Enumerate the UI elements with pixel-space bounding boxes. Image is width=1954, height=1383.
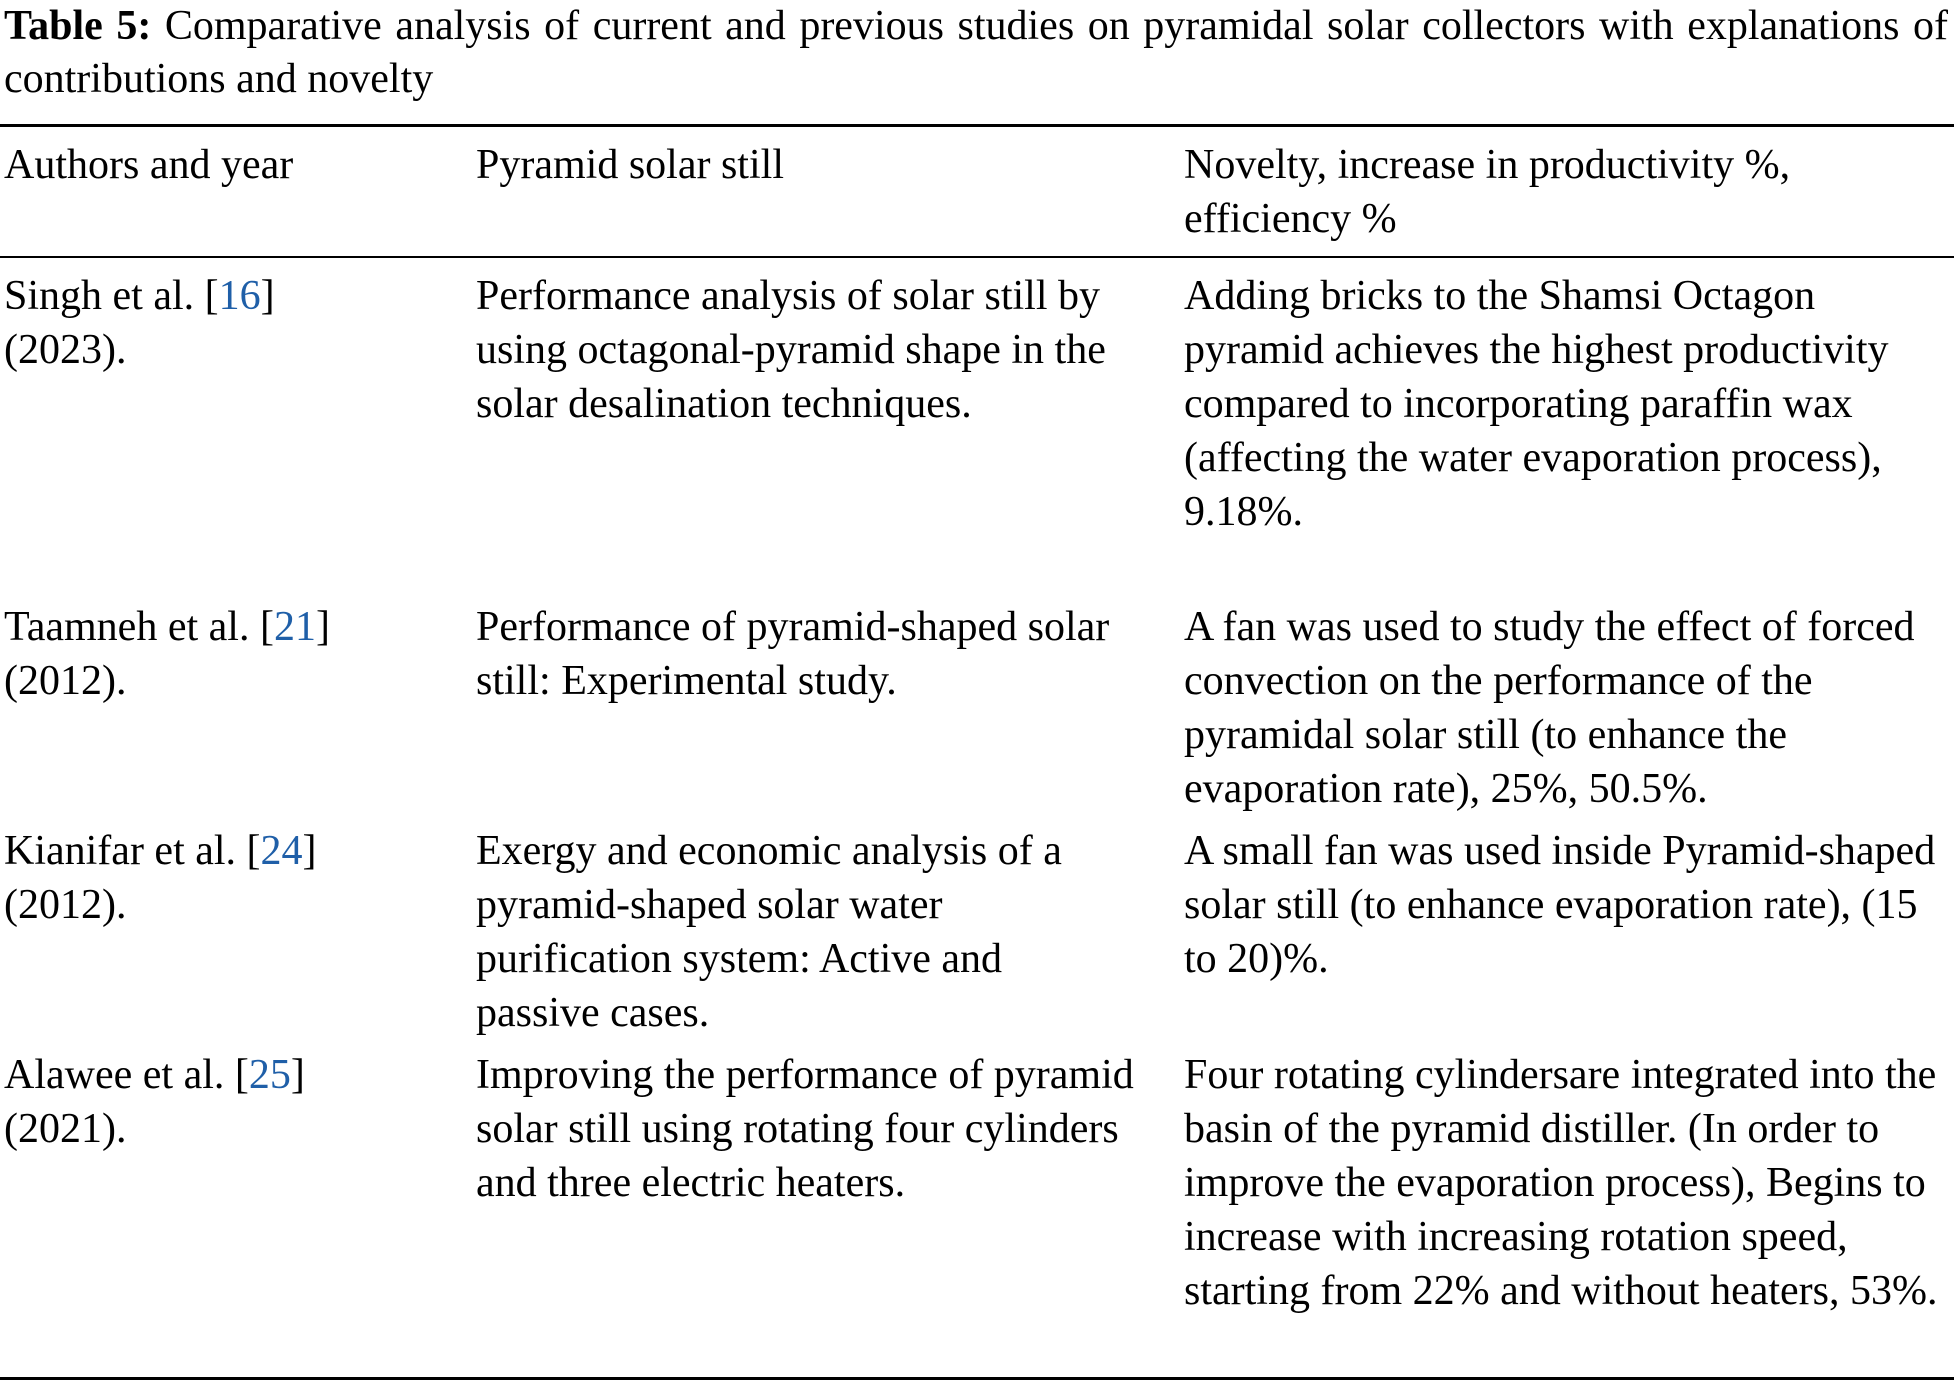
reference-link[interactable]: 21	[273, 604, 316, 650]
table-row-4-author	[4, 1048, 444, 1156]
author-year: (2012).	[4, 882, 127, 928]
table-row-2-novelty: A fan was used to study the effect of forced convection on the performance of the pyramidal solar still (to enhance the evaporation rate), 25%, 50.5%.	[1184, 604, 1915, 812]
header-authors-year: Authors and year	[4, 142, 294, 188]
table-bottom-rule	[0, 1377, 1954, 1380]
table-row-1-author	[4, 269, 444, 377]
author-year: (2023).	[4, 327, 127, 373]
table-caption-text: Comparative analysis of current and previous studies on pyramidal solar collectors with explanations of contributions and novelty	[4, 3, 1948, 102]
table-row-3-still: Exergy and economic analysis of a pyramid-shaped solar water purification system: Active and passive cases.	[476, 828, 1062, 1036]
author-bracket: ]	[260, 273, 275, 319]
header-pyramid-solar-still: Pyramid solar still	[476, 142, 784, 188]
author-bracket: ]	[290, 1052, 305, 1098]
table-row-4-novelty: Four rotating cylindersare integrated into the basin of the pyramid distiller. (In order to improve the evaporation process), Begins to increase with increasing rotation speed, starting from 22% and without heaters, 53%.	[1184, 1052, 1938, 1314]
table-row-1-still: Performance analysis of solar still by using octagonal-pyramid shape in the solar desalination techniques.	[476, 273, 1106, 427]
table-row-3-author	[4, 824, 444, 932]
author-name: Singh et al. [	[4, 273, 219, 319]
table-row-2-still: Performance of pyramid-shaped solar still: Experimental study.	[476, 604, 1110, 704]
table-caption-label: Table 5:	[4, 3, 152, 49]
table-header-rule	[0, 256, 1954, 258]
author-year: (2021).	[4, 1106, 127, 1152]
reference-link[interactable]: 25	[248, 1052, 291, 1098]
table-row-1-novelty: Adding bricks to the Shamsi Octagon pyramid achieves the highest productivity compared to incorporating paraffin wax (affecting the water evaporation process), 9.18%.	[1184, 273, 1889, 535]
author-bracket: ]	[315, 604, 330, 650]
author-year: (2012).	[4, 658, 127, 704]
table-caption	[4, 0, 1948, 106]
table-row-4-still: Improving the performance of pyramid solar still using rotating four cylinders and three electric heaters.	[476, 1052, 1134, 1206]
author-name: Alawee et al. [	[4, 1052, 249, 1098]
author-bracket: ]	[302, 828, 317, 874]
author-name: Taamneh et al. [	[4, 604, 274, 650]
reference-link[interactable]: 16	[218, 273, 261, 319]
table-row-2-author	[4, 600, 444, 708]
table-top-rule	[0, 124, 1954, 127]
author-name: Kianifar et al. [	[4, 828, 261, 874]
table-row-3-novelty: A small fan was used inside Pyramid-shaped solar still (to enhance evaporation rate), (15 to 20)%.	[1184, 828, 1936, 982]
reference-link[interactable]: 24	[260, 828, 303, 874]
header-novelty: Novelty, increase in productivity %, efficiency %	[1184, 142, 1791, 242]
